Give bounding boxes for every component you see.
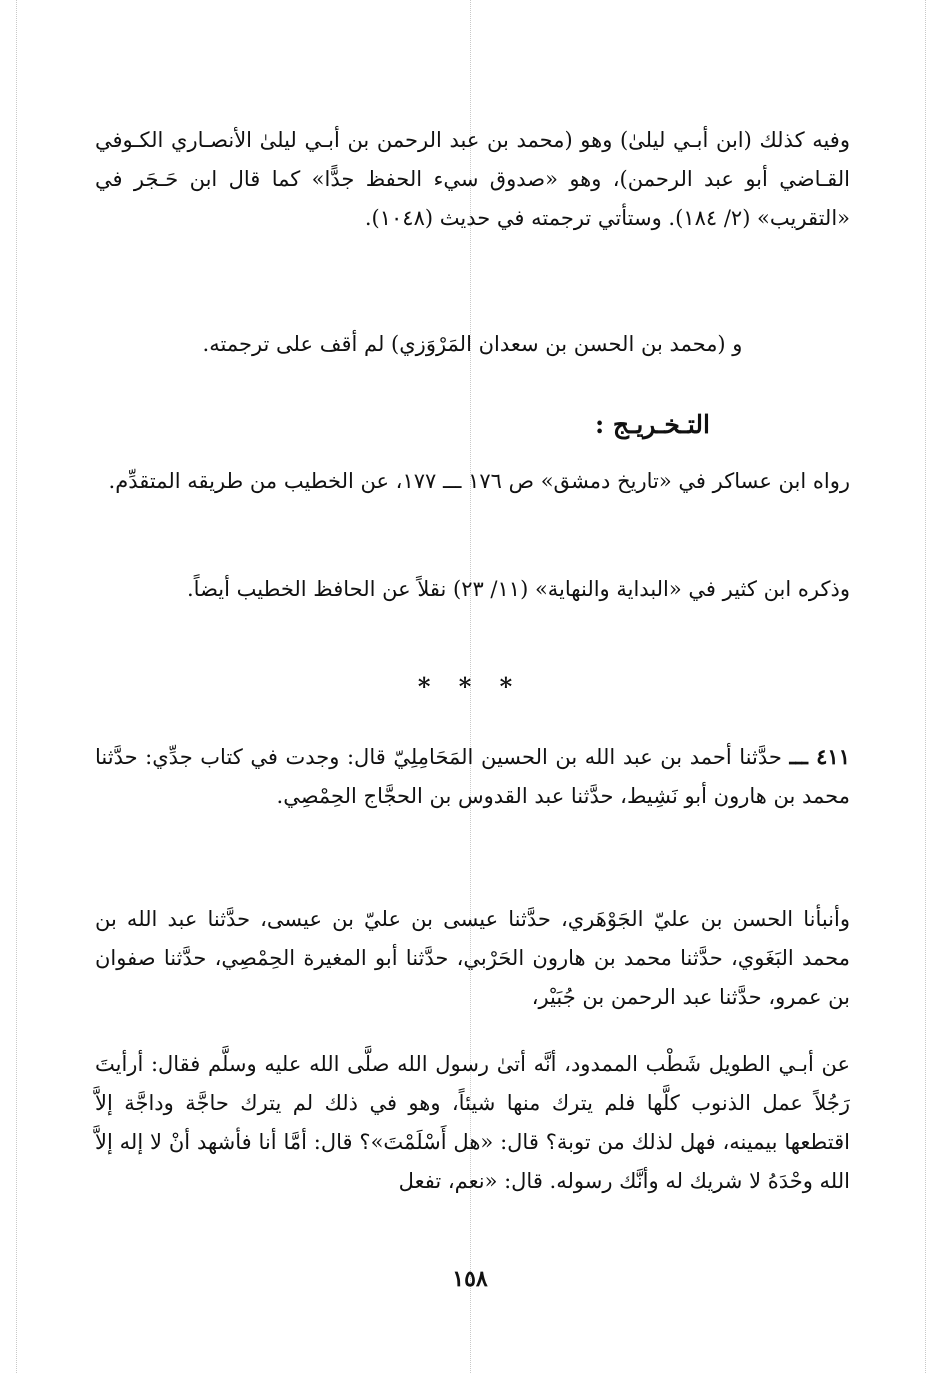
narrator-unknown-note — [95, 325, 850, 364]
takhrij-paragraph-2 — [95, 570, 850, 609]
takhrij-text-2: وذكره ابن كثير في «البداية والنهاية» (١١/ ٢٣) نقلاً عن الحافظ الخطيب أيضاً. — [187, 577, 850, 601]
second-isnad-text: وأنبأنا الحسن بن عليّ الجَوْهَري، حدَّثنا عيسى بن عليّ بن عيسى، حدَّثنا عبد الله بن محمد البَغَوي، حدَّثنا محمد بن هارون الحَرْبي، حدَّثنا أبو المغيرة الحِمْصِي، حدَّثنا صفوان بن عمرو، حدَّثنا عبد الرحمن بن جُبَيْر، — [95, 907, 850, 1009]
narrator-note-text: وفيه كذلك (ابن أبـي ليلىٰ) وهو (محمد بن عبد الرحمن بن أبـي ليلىٰ الأنصـاري الكـوفي القـاضي أبو عبد الرحمن)، وهو «صدوق سيء الحفظ جدًّا» كما قال ابن حَـجَر في «التقريب» (٢/ ١٨٤). وستأتي ترجمته في حديث (١٠٤٨). — [95, 128, 850, 230]
hadith-number: ٤١١ ـــ — [789, 744, 850, 769]
page-number: ١٥٨ — [452, 1266, 488, 1292]
narrator-unknown-text: و (محمد بن الحسن بن سعدان المَرْوَزي) لم أقف على ترجمته. — [202, 332, 743, 356]
hadith-isnad-line — [95, 737, 850, 816]
second-isnad-paragraph — [95, 900, 850, 1017]
takhrij-text-1: رواه ابن عساكر في «تاريخ دمشق» ص ١٧٦ ـــ ١٧٧، عن الخطيب من طريقه المتقدِّم. — [108, 469, 850, 493]
narrator-note-paragraph — [95, 121, 850, 238]
hadith-isnad-text: حدَّثنا أحمد بن عبد الله بن الحسين المَحَامِلِيّ قال: وجدت في كتاب جدِّي: حدَّثنا محمد بن هارون أبو نَشِيط، حدَّثنا عبد القدوس بن الحجَّاج الحِمْصِي. — [95, 745, 850, 808]
section-separator: * * * — [417, 672, 523, 701]
takhrij-paragraph-1 — [95, 462, 850, 501]
hadith-matn-text: عن أبـي الطويل شَطْب الممدود، أنَّه أتىٰ رسول الله صلَّى الله عليه وسلَّم فقال: أرأيتَ رَجُلاً عمل الذنوب كلَّها فلم يترك منها شيئاً، وهو في ذلك لم يترك حاجَّة وداجَّة إلاَّ اقتطعها بيمينه، فهل لذلك من توبة؟ قال: «هل أَسْلَمْتَ»؟ قال: أمَّا أنا فأشهد أنْ لا إله إلاَّ الله وحْدَهُ لا شريك له وأنَّك رسوله. قال: «نعم، تفعل — [95, 1052, 850, 1193]
hadith-matn-paragraph — [95, 1045, 850, 1201]
hadith-isnad-paragraph — [95, 737, 850, 816]
section-heading: التـخـريـج : — [594, 410, 710, 439]
